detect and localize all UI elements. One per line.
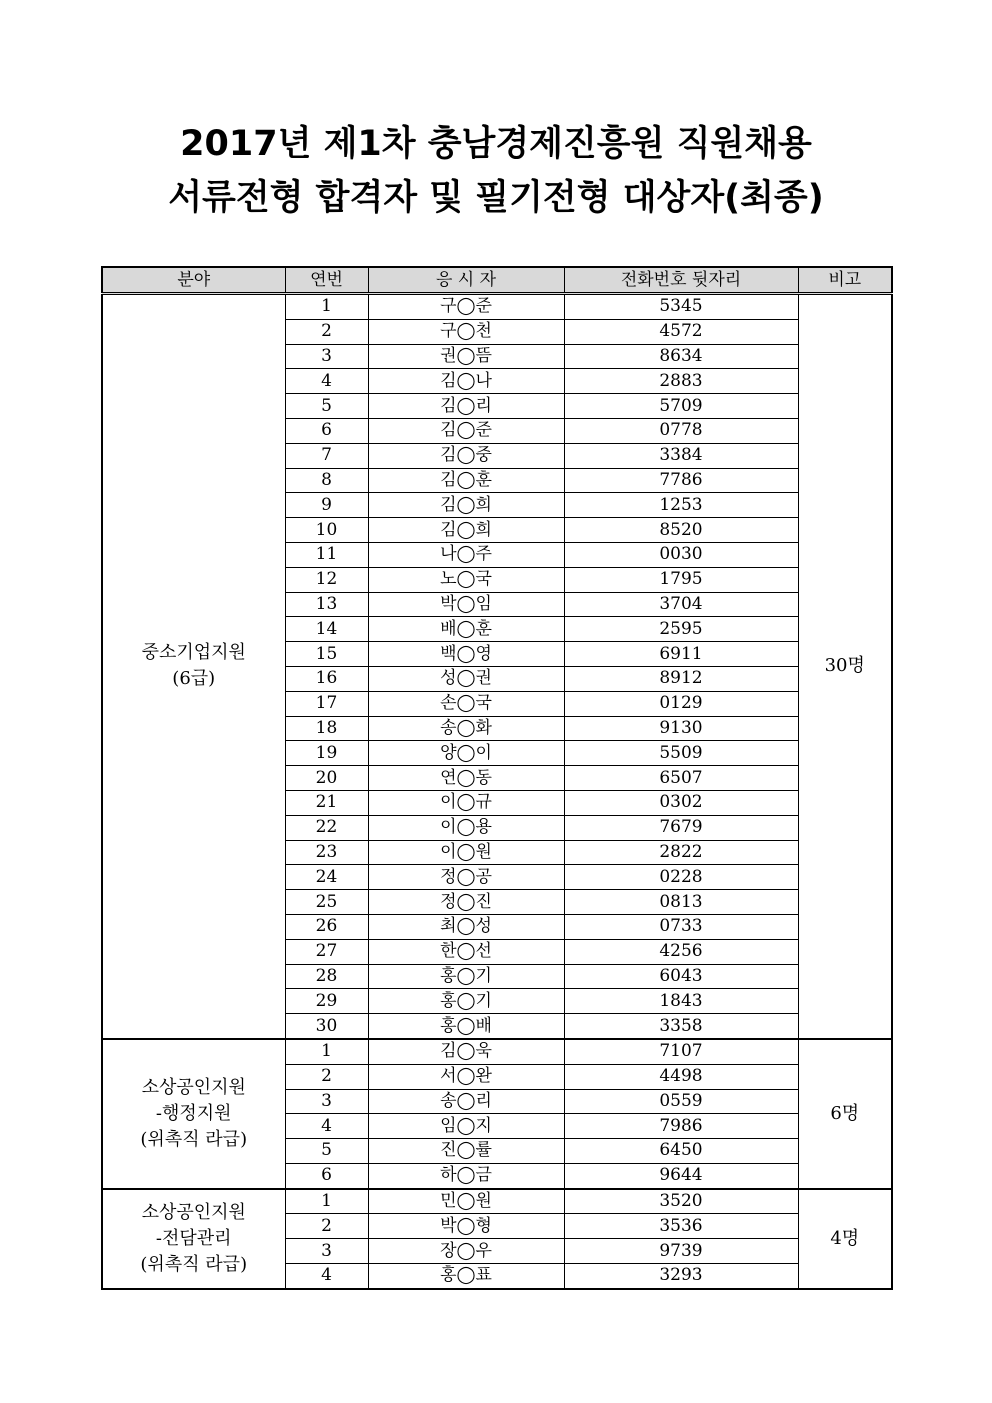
- serial-number-cell: 19: [285, 741, 368, 766]
- phone-digits-cell: 1843: [564, 989, 798, 1014]
- applicant-name-cell: 이◯원: [368, 840, 564, 865]
- serial-number-cell: 7: [285, 443, 368, 468]
- applicant-name-cell: 김◯중: [368, 443, 564, 468]
- serial-number-cell: 25: [285, 890, 368, 915]
- serial-number-cell: 21: [285, 790, 368, 815]
- phone-digits-cell: 8912: [564, 666, 798, 691]
- serial-number-cell: 27: [285, 939, 368, 964]
- applicant-name-cell: 김◯준: [368, 418, 564, 443]
- phone-digits-cell: 7107: [564, 1039, 798, 1064]
- phone-digits-cell: 3536: [564, 1214, 798, 1239]
- applicant-name-cell: 정◯공: [368, 865, 564, 890]
- applicant-name-cell: 손◯국: [368, 691, 564, 716]
- applicant-name-cell: 최◯성: [368, 914, 564, 939]
- serial-number-cell: 6: [285, 418, 368, 443]
- header-number: 연번: [285, 267, 368, 294]
- serial-number-cell: 16: [285, 666, 368, 691]
- field-cell: [102, 1189, 285, 1289]
- phone-digits-cell: 3520: [564, 1189, 798, 1214]
- applicant-name-cell: 양◯이: [368, 741, 564, 766]
- serial-number-cell: 3: [285, 1089, 368, 1114]
- applicant-name-cell: 김◯나: [368, 369, 564, 394]
- table-row: [102, 1039, 892, 1064]
- applicant-name-cell: 홍◯기: [368, 964, 564, 989]
- serial-number-cell: 1: [285, 294, 368, 320]
- serial-number-cell: 1: [285, 1189, 368, 1214]
- field-label-line: (위촉직 라급): [140, 1253, 248, 1275]
- field-label-line: 중소기업지원: [141, 642, 246, 664]
- phone-digits-cell: 5345: [564, 294, 798, 320]
- serial-number-cell: 12: [285, 567, 368, 592]
- serial-number-cell: 26: [285, 914, 368, 939]
- field-label-line: (위촉직 라급): [140, 1128, 248, 1150]
- serial-number-cell: 2: [285, 319, 368, 344]
- phone-digits-cell: 1253: [564, 493, 798, 518]
- applicant-name-cell: 박◯임: [368, 592, 564, 617]
- applicant-name-cell: 구◯천: [368, 319, 564, 344]
- phone-digits-cell: 0778: [564, 418, 798, 443]
- applicant-name-cell: 장◯우: [368, 1239, 564, 1264]
- phone-digits-cell: 9739: [564, 1239, 798, 1264]
- phone-digits-cell: 9644: [564, 1163, 798, 1188]
- serial-number-cell: 1: [285, 1039, 368, 1064]
- applicant-name-cell: 하◯금: [368, 1163, 564, 1188]
- note-count-cell: 30명: [798, 294, 892, 1039]
- applicant-name-cell: 김◯욱: [368, 1039, 564, 1064]
- phone-digits-cell: 2822: [564, 840, 798, 865]
- serial-number-cell: 11: [285, 542, 368, 567]
- phone-digits-cell: 6507: [564, 766, 798, 791]
- applicant-name-cell: 홍◯기: [368, 989, 564, 1014]
- header-note: 비고: [798, 267, 892, 294]
- serial-number-cell: 4: [285, 369, 368, 394]
- applicant-name-cell: 송◯화: [368, 716, 564, 741]
- phone-digits-cell: 4256: [564, 939, 798, 964]
- serial-number-cell: 20: [285, 766, 368, 791]
- table-header-row: [102, 267, 892, 294]
- applicant-name-cell: 서◯완: [368, 1064, 564, 1089]
- field-label-line: (6급): [172, 668, 216, 690]
- page-title-line2: 서류전형 합격자 및 필기전형 대상자(최종): [168, 178, 824, 218]
- serial-number-cell: 24: [285, 865, 368, 890]
- phone-digits-cell: 0559: [564, 1089, 798, 1114]
- table-row: [102, 1189, 892, 1214]
- applicant-name-cell: 송◯리: [368, 1089, 564, 1114]
- applicant-name-cell: 정◯진: [368, 890, 564, 915]
- phone-digits-cell: 4572: [564, 319, 798, 344]
- phone-digits-cell: 1795: [564, 567, 798, 592]
- field-label-line: -행정지원: [155, 1102, 232, 1124]
- serial-number-cell: 10: [285, 518, 368, 543]
- phone-digits-cell: 3704: [564, 592, 798, 617]
- serial-number-cell: 14: [285, 617, 368, 642]
- phone-digits-cell: 9130: [564, 716, 798, 741]
- field-cell: [102, 1039, 285, 1189]
- applicant-name-cell: 김◯훈: [368, 468, 564, 493]
- serial-number-cell: 9: [285, 493, 368, 518]
- phone-digits-cell: 8520: [564, 518, 798, 543]
- serial-number-cell: 13: [285, 592, 368, 617]
- applicant-name-cell: 연◯동: [368, 766, 564, 791]
- applicant-name-cell: 진◯률: [368, 1139, 564, 1164]
- note-count-cell: 6명: [798, 1039, 892, 1189]
- applicant-name-cell: 성◯권: [368, 666, 564, 691]
- phone-digits-cell: 0030: [564, 542, 798, 567]
- applicant-name-cell: 홍◯배: [368, 1014, 564, 1039]
- phone-digits-cell: 6911: [564, 642, 798, 667]
- serial-number-cell: 17: [285, 691, 368, 716]
- header-field: 분야: [102, 267, 285, 294]
- phone-digits-cell: 2595: [564, 617, 798, 642]
- phone-digits-cell: 5709: [564, 394, 798, 419]
- serial-number-cell: 8: [285, 468, 368, 493]
- phone-digits-cell: 4498: [564, 1064, 798, 1089]
- field-label-line: 소상공인지원: [141, 1201, 246, 1223]
- applicant-name-cell: 민◯원: [368, 1189, 564, 1214]
- field-cell: [102, 294, 285, 1039]
- serial-number-cell: 5: [285, 1139, 368, 1164]
- phone-digits-cell: 0733: [564, 914, 798, 939]
- phone-digits-cell: 7986: [564, 1114, 798, 1139]
- applicant-name-cell: 한◯선: [368, 939, 564, 964]
- table-row: [102, 294, 892, 320]
- field-label-line: -전담관리: [155, 1227, 232, 1249]
- applicant-name-cell: 나◯주: [368, 542, 564, 567]
- phone-digits-cell: 5509: [564, 741, 798, 766]
- serial-number-cell: 23: [285, 840, 368, 865]
- serial-number-cell: 6: [285, 1163, 368, 1188]
- serial-number-cell: 4: [285, 1264, 368, 1289]
- phone-digits-cell: 6043: [564, 964, 798, 989]
- phone-digits-cell: 0228: [564, 865, 798, 890]
- phone-digits-cell: 2883: [564, 369, 798, 394]
- phone-digits-cell: 3358: [564, 1014, 798, 1039]
- applicant-name-cell: 임◯지: [368, 1114, 564, 1139]
- phone-digits-cell: 3293: [564, 1264, 798, 1289]
- field-label-line: 소상공인지원: [141, 1076, 246, 1098]
- applicant-name-cell: 구◯준: [368, 294, 564, 320]
- applicant-name-cell: 김◯희: [368, 493, 564, 518]
- phone-digits-cell: 0813: [564, 890, 798, 915]
- phone-digits-cell: 8634: [564, 344, 798, 369]
- serial-number-cell: 30: [285, 1014, 368, 1039]
- phone-digits-cell: 3384: [564, 443, 798, 468]
- serial-number-cell: 15: [285, 642, 368, 667]
- serial-number-cell: 3: [285, 344, 368, 369]
- serial-number-cell: 29: [285, 989, 368, 1014]
- applicant-table: [101, 266, 893, 1290]
- header-phone: 전화번호 뒷자리: [564, 267, 798, 294]
- serial-number-cell: 2: [285, 1064, 368, 1089]
- applicant-name-cell: 배◯훈: [368, 617, 564, 642]
- serial-number-cell: 2: [285, 1214, 368, 1239]
- applicant-name-cell: 권◯뜸: [368, 344, 564, 369]
- applicant-name-cell: 이◯용: [368, 815, 564, 840]
- applicant-name-cell: 이◯규: [368, 790, 564, 815]
- phone-digits-cell: 7679: [564, 815, 798, 840]
- serial-number-cell: 22: [285, 815, 368, 840]
- applicant-name-cell: 김◯리: [368, 394, 564, 419]
- applicant-name-cell: 노◯국: [368, 567, 564, 592]
- header-applicant: 응 시 자: [368, 267, 564, 294]
- serial-number-cell: 3: [285, 1239, 368, 1264]
- phone-digits-cell: 0129: [564, 691, 798, 716]
- page-title-line1: 2017년 제1차 충남경제진흥원 직원채용: [180, 124, 812, 164]
- applicant-name-cell: 홍◯표: [368, 1264, 564, 1289]
- applicant-name-cell: 박◯형: [368, 1214, 564, 1239]
- serial-number-cell: 28: [285, 964, 368, 989]
- serial-number-cell: 18: [285, 716, 368, 741]
- applicant-name-cell: 백◯영: [368, 642, 564, 667]
- note-count-cell: 4명: [798, 1189, 892, 1289]
- serial-number-cell: 5: [285, 394, 368, 419]
- phone-digits-cell: 0302: [564, 790, 798, 815]
- phone-digits-cell: 6450: [564, 1139, 798, 1164]
- phone-digits-cell: 7786: [564, 468, 798, 493]
- applicant-name-cell: 김◯희: [368, 518, 564, 543]
- serial-number-cell: 4: [285, 1114, 368, 1139]
